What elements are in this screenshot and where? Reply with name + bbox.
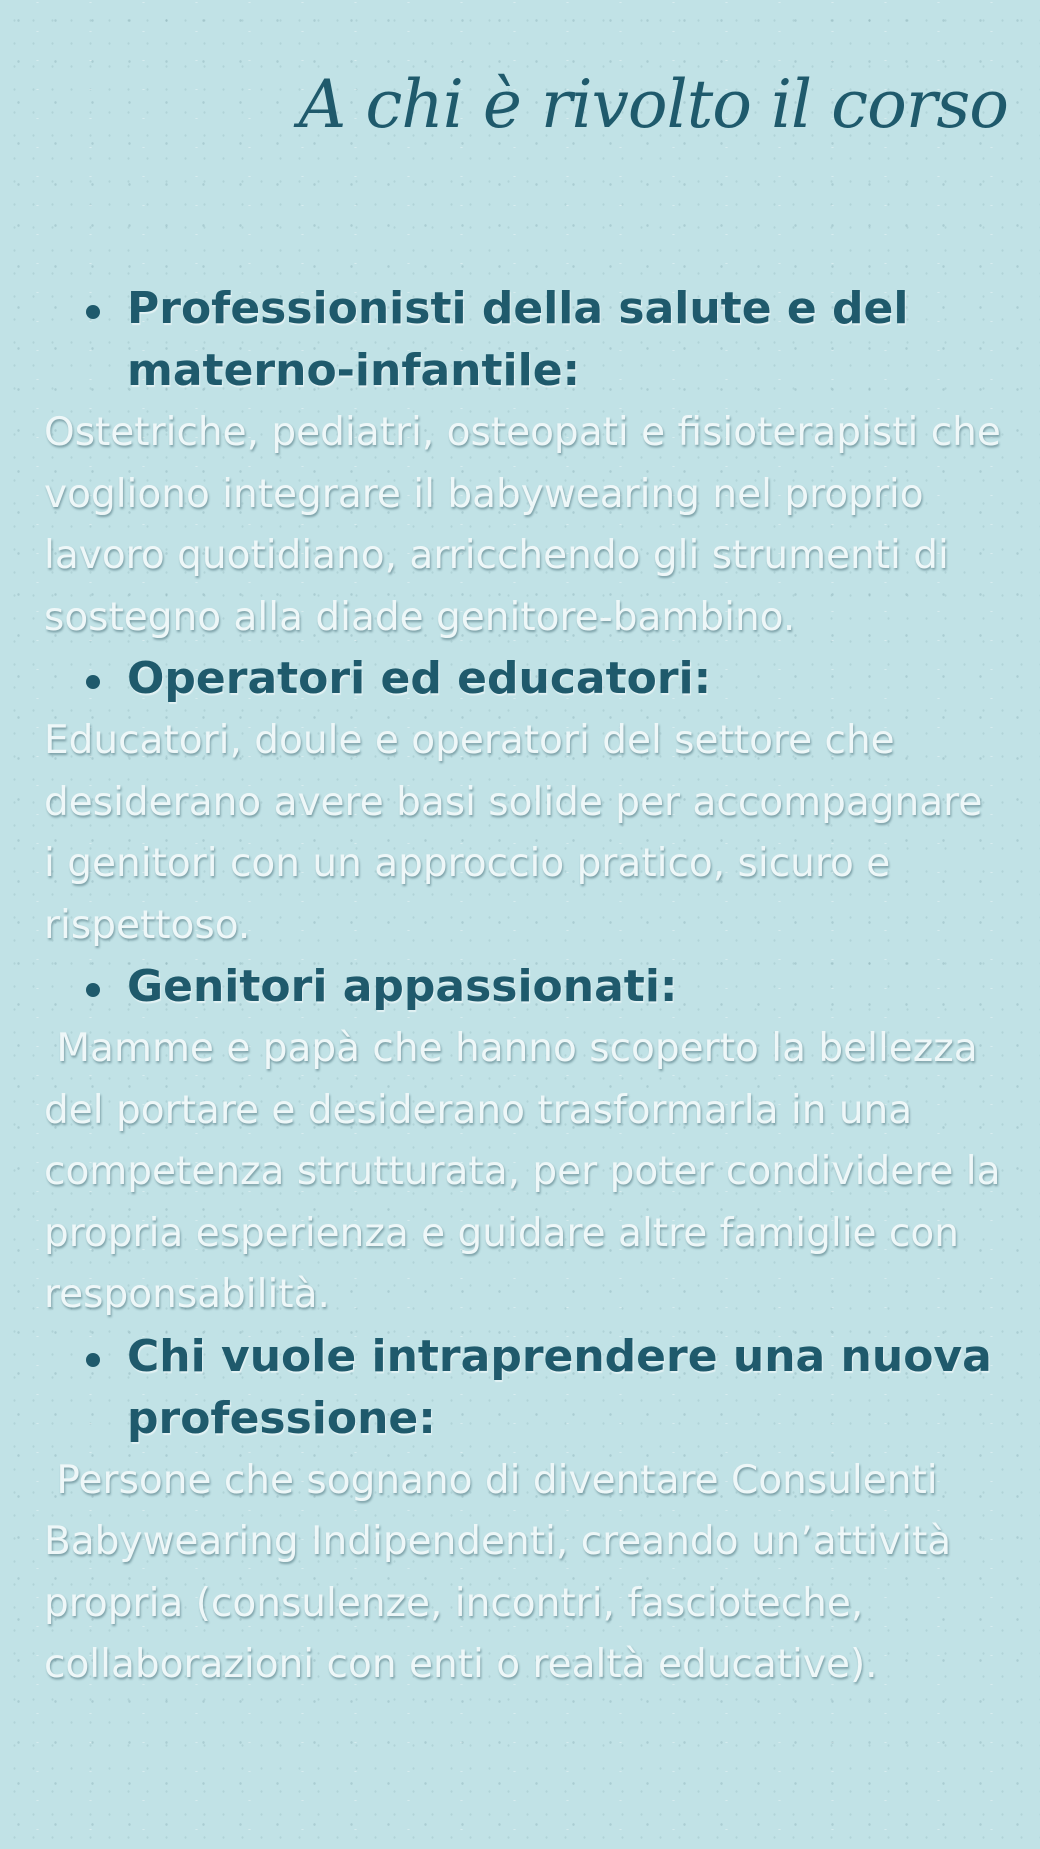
audience-item-operators-educators — [44, 648, 1004, 956]
section-heading — [44, 278, 1004, 402]
section-heading-text: Operatori ed educatori: — [127, 653, 712, 704]
section-heading — [44, 956, 1004, 1018]
bullet-icon — [86, 1353, 100, 1367]
audience-item-parents — [44, 956, 1013, 1326]
bullet-icon — [86, 305, 100, 319]
page-title: A chi è rivolto il corso — [298, 66, 1008, 143]
bullet-icon — [86, 983, 100, 997]
bullet-icon — [86, 675, 100, 689]
section-description: Educatori, doule e operatori del settore che desiderano avere basi solide per accompagnare i genitori con un approccio pratico, sicuro e rispettoso. — [44, 718, 995, 948]
section-heading-text: Professionisti della salute e del materno-infantile: — [127, 283, 909, 396]
section-heading-text: Genitori appassionati: — [127, 961, 678, 1012]
audience-item-health-professionals — [44, 278, 1014, 648]
audience-list — [44, 278, 1014, 1696]
section-description: Ostetriche, pediatri, osteopati e fisioterapisti che vogliono integrare il babywearing nel proprio lavoro quotidiano, arricchendo gli strumenti di sostegno alla diade genitore-bambino. — [44, 410, 1014, 640]
section-description: Mamme e papà che hanno scoperto la bellezza del portare e desiderano trasformarla in una competenza strutturata, per poter condividere la propria esperienza e guidare altre famiglie con responsabilità. — [44, 1026, 1013, 1317]
audience-item-new-profession — [44, 1326, 1004, 1696]
section-description: Persone che sognano di diventare Consulenti Babywearing Indipendenti, creando un’attività propria (consulenze, incontri, fascioteche, collaborazioni con enti o realtà educative). — [44, 1457, 964, 1687]
section-heading — [44, 648, 1004, 710]
section-heading — [44, 1326, 1004, 1450]
section-heading-text: Chi vuole intraprendere una nuova professione: — [127, 1330, 992, 1444]
